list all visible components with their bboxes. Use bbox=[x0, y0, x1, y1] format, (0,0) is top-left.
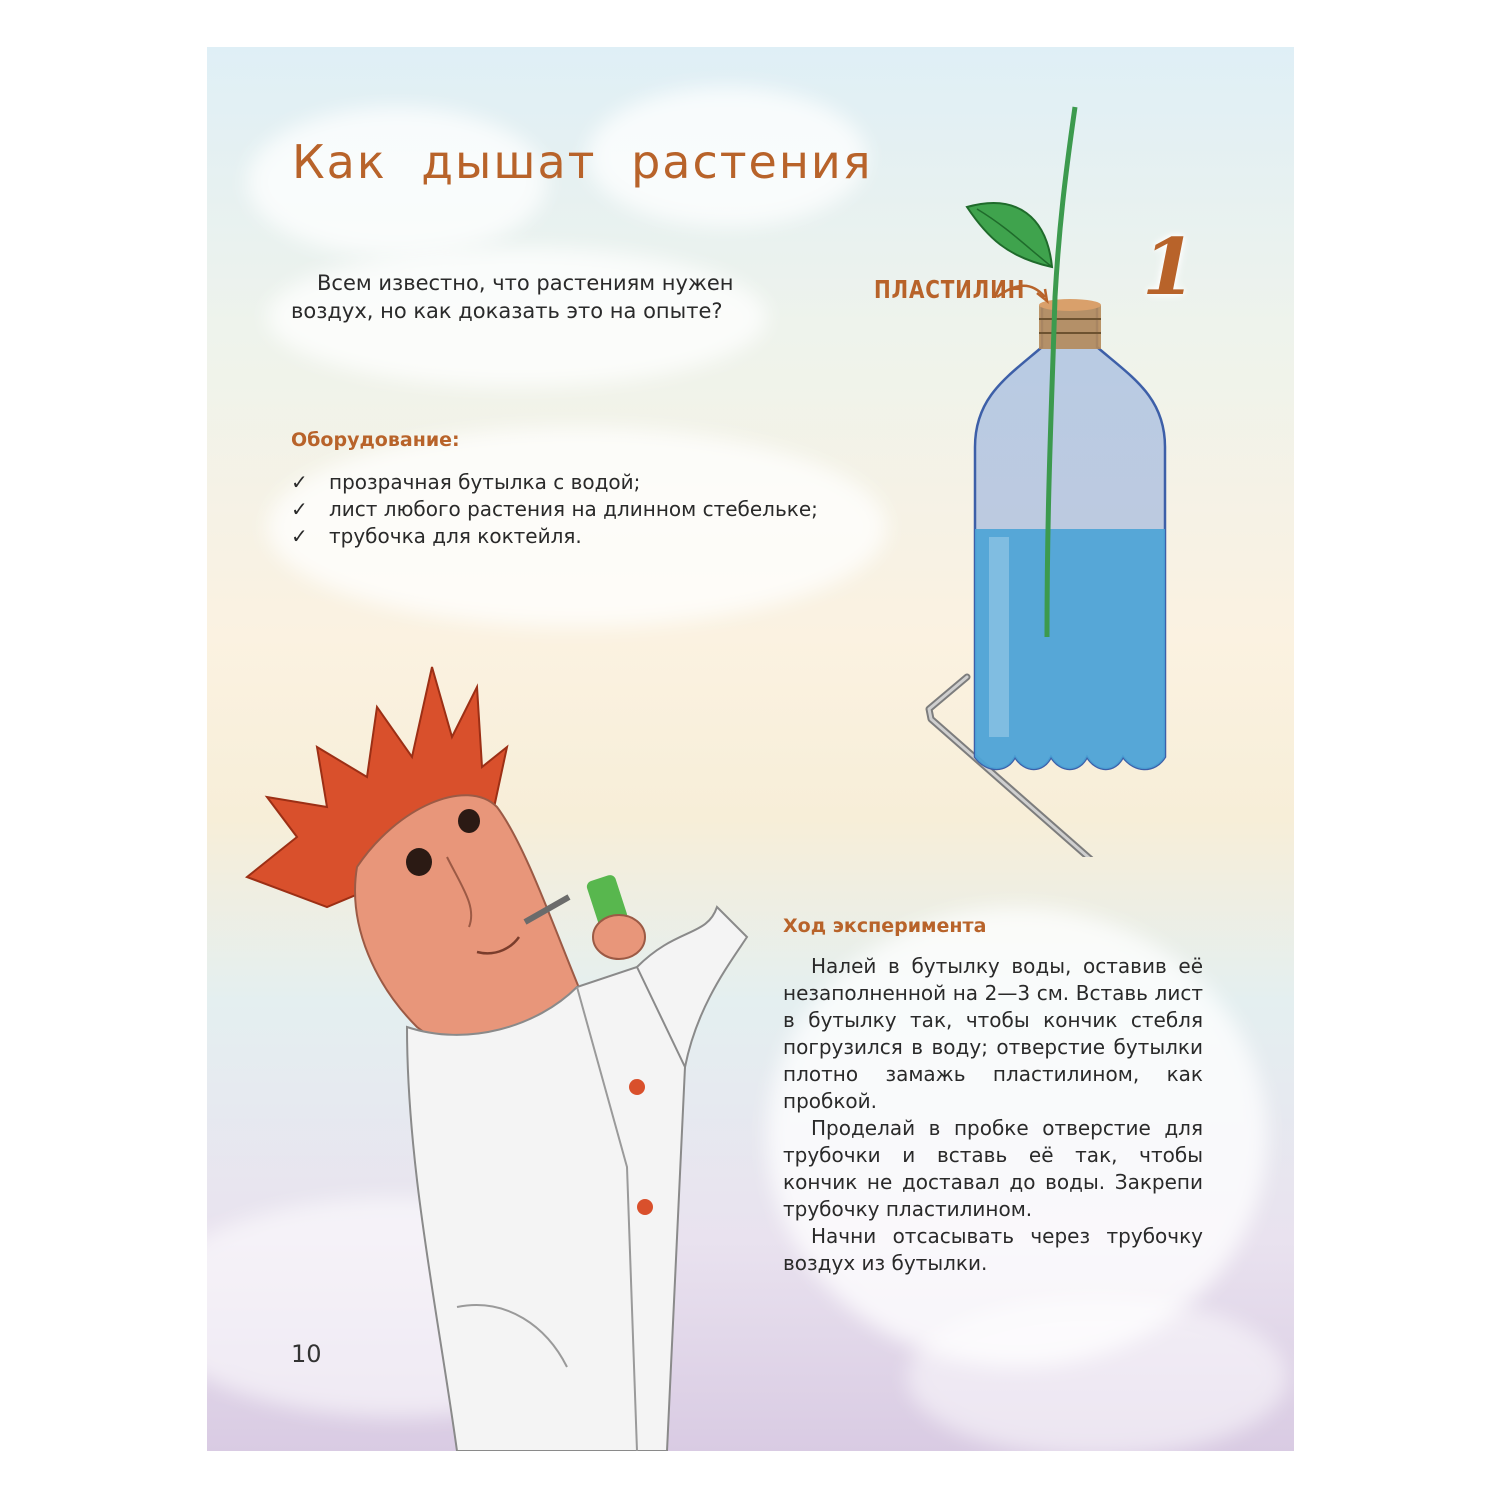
list-item: ✓ прозрачная бутылка с водой; bbox=[291, 470, 641, 494]
plasticine-label: ПЛАСТИЛИН bbox=[874, 275, 1026, 304]
procedure-paragraph: Начни отсасывать через трубочку воздух из бутылки. bbox=[783, 1224, 1203, 1275]
procedure-paragraph: Налей в бутылку воды, оставив её незаполненной на 2—3 см. Вставь лист в бутылку так, чтобы кончик стебля погрузился в воду; отверстие бутылки плотно замажь пластилином, как пробкой. bbox=[783, 954, 1203, 1113]
list-item: ✓ трубочка для коктейля. bbox=[291, 524, 582, 548]
step-number: 1 bbox=[1142, 222, 1197, 313]
equipment-heading: Оборудование: bbox=[291, 429, 460, 451]
procedure-heading: Ход эксперимента bbox=[783, 915, 987, 937]
bottle-illustration bbox=[847, 97, 1287, 857]
book-page bbox=[207, 47, 1294, 1451]
procedure-text bbox=[783, 953, 1203, 1277]
intro-text: Всем известно, что растениям нужен воздух, но как доказать это на опыте? bbox=[291, 271, 734, 323]
checkmark-icon: ✓ bbox=[291, 524, 308, 548]
checkmark-icon: ✓ bbox=[291, 497, 308, 521]
scientist-illustration bbox=[207, 607, 767, 1451]
background-cloud bbox=[907, 1297, 1287, 1451]
list-item: ✓ лист любого растения на длинном стебельке; bbox=[291, 497, 818, 521]
page-number: 10 bbox=[291, 1340, 322, 1368]
procedure-paragraph: Проделай в пробке отверстие для трубочки и вставь её так, чтобы кончик не доставал до воды. Закрепи трубочку пластилином. bbox=[783, 1116, 1203, 1221]
equipment-list bbox=[291, 469, 818, 550]
page-title: Как дышат растения bbox=[292, 135, 873, 189]
checkmark-icon: ✓ bbox=[291, 470, 308, 494]
